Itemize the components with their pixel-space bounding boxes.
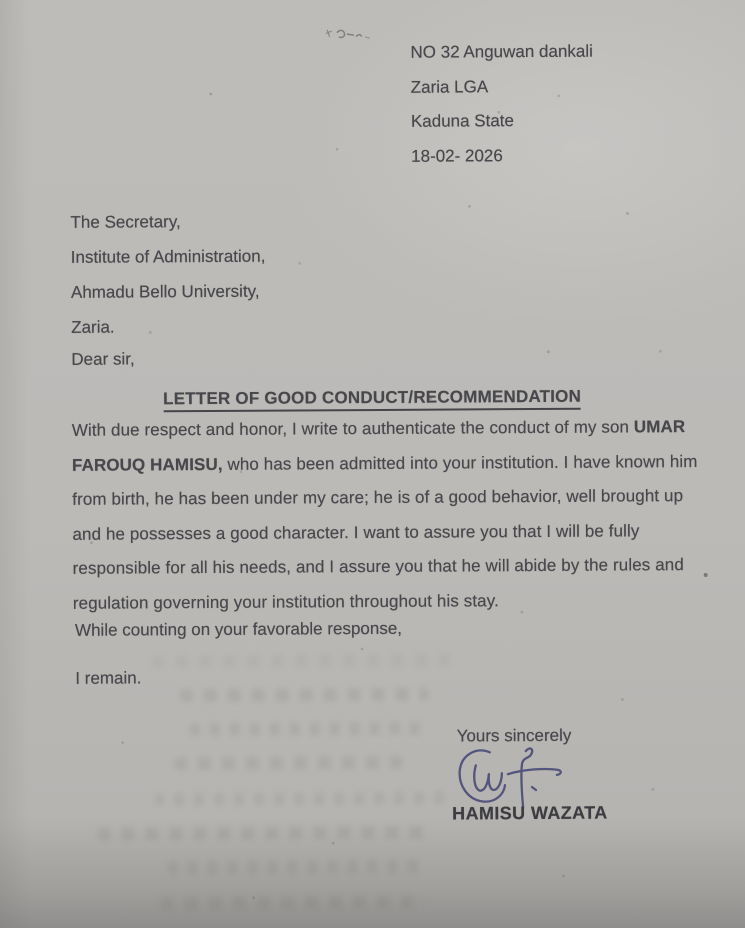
recipient-line: Zaria. <box>71 317 115 337</box>
closing-line: I remain. <box>75 668 142 688</box>
salutation: Dear sir, <box>71 349 135 369</box>
letter-title <box>0 372 745 414</box>
bleed-through-smudge <box>174 756 404 770</box>
letter-date: 18-02- 2026 <box>411 146 503 166</box>
valediction: Yours sincerely <box>456 725 572 746</box>
bleed-through-smudge <box>161 896 426 911</box>
bleed-through-smudge <box>179 688 429 703</box>
sender-line: NO 32 Anguwan dankali <box>410 41 593 62</box>
sender-address-block <box>0 0 742 166</box>
recipient-line: Institute of Administration, <box>70 246 266 267</box>
signatory-name: HAMISU WAZATA <box>452 802 608 824</box>
body-paragraph: With due respect and honor, I write to authenticate the conduct of my son UMAR FAROUQ HAMISU, who has been admitted into your institution. I have known him from birth, he has been under my care; he is of a good behavior, well brought up and he possesses a good character. I want to assure you that I will be fully responsible for all his needs, and I assure you that he will abide by the rules and regulation governing your institution throughout his stay. <box>71 417 698 613</box>
bleed-through-smudge <box>97 826 427 841</box>
recipient-line: The Secretary, <box>70 212 181 232</box>
recipient-line: Ahmadu Bello University, <box>70 281 260 302</box>
letter-title-text: LETTER OF GOOD CONDUCT/RECOMMENDATION <box>163 387 581 413</box>
sender-line: Zaria LGA <box>410 77 489 97</box>
bleed-through-smudge <box>151 654 451 669</box>
bleed-through-smudge <box>190 722 425 736</box>
pen-scribble-mark <box>323 24 375 44</box>
sender-line: Kaduna State <box>410 111 514 131</box>
bleed-through-smudge <box>154 792 454 807</box>
bleed-through-smudge <box>167 860 422 875</box>
closing-line: While counting on your favorable response, <box>74 618 403 640</box>
